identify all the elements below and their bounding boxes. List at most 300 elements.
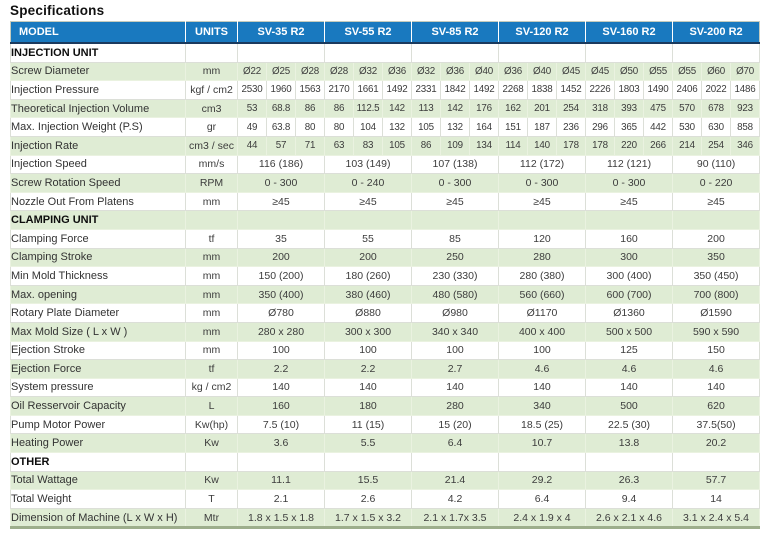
row-label: Screw Rotation Speed	[11, 174, 186, 193]
value-cell: 600 (700)	[586, 285, 673, 304]
table-row	[11, 174, 760, 193]
section-empty-cell	[586, 453, 673, 472]
value-cell: 85	[412, 229, 499, 248]
row-label: Ejection Stroke	[11, 341, 186, 360]
value-cell: 300 x 300	[325, 322, 412, 341]
value-cell: 2.7	[412, 360, 499, 379]
value-cell: 570	[673, 99, 702, 118]
value-cell: 86	[296, 99, 325, 118]
value-cell: 2268	[499, 81, 528, 100]
value-cell: 160	[586, 229, 673, 248]
value-cell: 1452	[557, 81, 586, 100]
section-empty-cell	[325, 43, 412, 62]
row-label: Screw Diameter	[11, 62, 186, 81]
value-cell: Ø32	[354, 62, 383, 81]
model-column-header-6: SV-200 R2	[673, 22, 760, 44]
units-cell: mm	[186, 248, 238, 267]
value-cell: 2170	[325, 81, 354, 100]
value-cell: Ø780	[238, 304, 325, 323]
section-empty-cell	[499, 453, 586, 472]
value-cell: Ø55	[644, 62, 673, 81]
value-cell: Ø70	[731, 62, 760, 81]
value-cell: 18.5 (25)	[499, 415, 586, 434]
value-cell: 220	[615, 136, 644, 155]
value-cell: 187	[528, 118, 557, 137]
units-cell: T	[186, 490, 238, 509]
section-empty-cell	[412, 453, 499, 472]
value-cell: 475	[644, 99, 673, 118]
units-cell: RPM	[186, 174, 238, 193]
value-cell: Ø32	[412, 62, 441, 81]
section-empty-cell	[499, 43, 586, 62]
value-cell: 180 (260)	[325, 267, 412, 286]
value-cell: 630	[702, 118, 731, 137]
value-cell: 29.2	[499, 471, 586, 490]
value-cell: 280 x 280	[238, 322, 325, 341]
value-cell: 2.4 x 1.9 x 4	[499, 508, 586, 528]
value-cell: 340	[499, 397, 586, 416]
value-cell: 83	[354, 136, 383, 155]
value-cell: 254	[557, 99, 586, 118]
value-cell: 254	[702, 136, 731, 155]
table-row	[11, 490, 760, 509]
row-label: Total Weight	[11, 490, 186, 509]
value-cell: 63	[325, 136, 354, 155]
units-cell: gr	[186, 118, 238, 137]
value-cell: 200	[325, 248, 412, 267]
value-cell: 20.2	[673, 434, 760, 453]
row-label: Clamping Stroke	[11, 248, 186, 267]
row-label: Max Mold Size ( L x W )	[11, 322, 186, 341]
value-cell: 0 - 300	[586, 174, 673, 193]
units-cell: mm	[186, 285, 238, 304]
value-cell: 114	[499, 136, 528, 155]
units-cell: kg / cm2	[186, 378, 238, 397]
value-cell: 1842	[441, 81, 470, 100]
value-cell: 14	[673, 490, 760, 509]
value-cell: 142	[441, 99, 470, 118]
table-row	[11, 192, 760, 211]
value-cell: 6.4	[499, 490, 586, 509]
value-cell: Ø28	[296, 62, 325, 81]
value-cell: 200	[238, 248, 325, 267]
value-cell: 1960	[267, 81, 296, 100]
value-cell: 0 - 220	[673, 174, 760, 193]
value-cell: 214	[673, 136, 702, 155]
value-cell: Ø60	[702, 62, 731, 81]
value-cell: 132	[383, 118, 412, 137]
value-cell: 1563	[296, 81, 325, 100]
table-row	[11, 267, 760, 286]
section-empty-cell	[673, 211, 760, 230]
units-cell: mm	[186, 304, 238, 323]
value-cell: 2.6 x 2.1 x 4.6	[586, 508, 673, 528]
row-label: Dimension of Machine (L x W x H)	[11, 508, 186, 528]
value-cell: 346	[731, 136, 760, 155]
value-cell: 0 - 240	[325, 174, 412, 193]
value-cell: 150	[673, 341, 760, 360]
value-cell: 90 (110)	[673, 155, 760, 174]
units-cell: kgf / cm2	[186, 81, 238, 100]
value-cell: 140	[673, 378, 760, 397]
value-cell: 22.5 (30)	[586, 415, 673, 434]
row-label: Rotary Plate Diameter	[11, 304, 186, 323]
units-cell: mm	[186, 322, 238, 341]
section-label: OTHER	[11, 453, 186, 472]
value-cell: 620	[673, 397, 760, 416]
value-cell: 700 (800)	[673, 285, 760, 304]
model-column-header-4: SV-120 R2	[499, 22, 586, 44]
value-cell: 176	[470, 99, 499, 118]
value-cell: 116 (186)	[238, 155, 325, 174]
value-cell: 125	[586, 341, 673, 360]
value-cell: 2.1	[238, 490, 325, 509]
section-empty-cell	[238, 453, 325, 472]
value-cell: Ø45	[557, 62, 586, 81]
value-cell: 4.6	[673, 360, 760, 379]
value-cell: 35	[238, 229, 325, 248]
value-cell: 4.2	[412, 490, 499, 509]
value-cell: 530	[673, 118, 702, 137]
value-cell: 178	[586, 136, 615, 155]
value-cell: 68.8	[267, 99, 296, 118]
table-row	[11, 341, 760, 360]
value-cell: 21.4	[412, 471, 499, 490]
value-cell: Ø980	[412, 304, 499, 323]
value-cell: 480 (580)	[412, 285, 499, 304]
value-cell: 0 - 300	[412, 174, 499, 193]
value-cell: 80	[325, 118, 354, 137]
value-cell: 100	[499, 341, 586, 360]
value-cell: 160	[238, 397, 325, 416]
value-cell: 4.6	[586, 360, 673, 379]
row-label: Pump Motor Power	[11, 415, 186, 434]
value-cell: 442	[644, 118, 673, 137]
units-cell: Kw(hp)	[186, 415, 238, 434]
value-cell: ≥45	[586, 192, 673, 211]
value-cell: 5.5	[325, 434, 412, 453]
value-cell: 49	[238, 118, 267, 137]
value-cell: ≥45	[673, 192, 760, 211]
value-cell: 86	[325, 99, 354, 118]
value-cell: 112.5	[354, 99, 383, 118]
value-cell: 2331	[412, 81, 441, 100]
row-label: System pressure	[11, 378, 186, 397]
value-cell: 280	[412, 397, 499, 416]
value-cell: 11 (15)	[325, 415, 412, 434]
value-cell: 162	[499, 99, 528, 118]
value-cell: 201	[528, 99, 557, 118]
model-column-header-2: SV-55 R2	[325, 22, 412, 44]
table-row	[11, 99, 760, 118]
value-cell: Ø880	[325, 304, 412, 323]
units-cell: mm	[186, 267, 238, 286]
value-cell: 55	[325, 229, 412, 248]
units-cell: mm/s	[186, 155, 238, 174]
section-row	[11, 211, 760, 230]
value-cell: ≥45	[499, 192, 586, 211]
value-cell: 7.5 (10)	[238, 415, 325, 434]
value-cell: 57.7	[673, 471, 760, 490]
section-empty-cell	[412, 211, 499, 230]
value-cell: 4.6	[499, 360, 586, 379]
value-cell: 151	[499, 118, 528, 137]
units-cell: Kw	[186, 434, 238, 453]
table-row	[11, 136, 760, 155]
table-row	[11, 508, 760, 528]
section-empty-cell	[499, 211, 586, 230]
spec-table	[10, 21, 760, 529]
section-empty-cell	[586, 43, 673, 62]
row-label: Theoretical Injection Volume	[11, 99, 186, 118]
row-label: Clamping Force	[11, 229, 186, 248]
units-cell: mm	[186, 341, 238, 360]
value-cell: 280 (380)	[499, 267, 586, 286]
row-label: Heating Power	[11, 434, 186, 453]
value-cell: 280	[499, 248, 586, 267]
value-cell: 44	[238, 136, 267, 155]
value-cell: 365	[615, 118, 644, 137]
value-cell: 300 (400)	[586, 267, 673, 286]
value-cell: 80	[296, 118, 325, 137]
value-cell: 105	[412, 118, 441, 137]
value-cell: 2226	[586, 81, 615, 100]
value-cell: 1.7 x 1.5 x 3.2	[325, 508, 412, 528]
table-row	[11, 248, 760, 267]
row-label: Nozzle Out From Platens	[11, 192, 186, 211]
value-cell: 300	[586, 248, 673, 267]
value-cell: 26.3	[586, 471, 673, 490]
value-cell: 1492	[470, 81, 499, 100]
value-cell: Ø36	[441, 62, 470, 81]
value-cell: 678	[702, 99, 731, 118]
value-cell: 400 x 400	[499, 322, 586, 341]
value-cell: 15.5	[325, 471, 412, 490]
section-units-cell	[186, 43, 238, 62]
value-cell: 100	[325, 341, 412, 360]
units-cell: mm	[186, 62, 238, 81]
value-cell: 103 (149)	[325, 155, 412, 174]
table-row	[11, 322, 760, 341]
value-cell: 104	[354, 118, 383, 137]
units-cell: Kw	[186, 471, 238, 490]
value-cell: 142	[383, 99, 412, 118]
value-cell: 236	[557, 118, 586, 137]
model-header: MODEL	[11, 22, 186, 44]
section-empty-cell	[238, 211, 325, 230]
value-cell: 140	[325, 378, 412, 397]
value-cell: 340 x 340	[412, 322, 499, 341]
value-cell: 178	[557, 136, 586, 155]
row-label: Max. opening	[11, 285, 186, 304]
section-empty-cell	[673, 453, 760, 472]
units-cell: tf	[186, 229, 238, 248]
value-cell: 9.4	[586, 490, 673, 509]
units-cell: L	[186, 397, 238, 416]
value-cell: Ø40	[528, 62, 557, 81]
table-row	[11, 471, 760, 490]
section-units-cell	[186, 211, 238, 230]
value-cell: Ø1360	[586, 304, 673, 323]
table-row	[11, 285, 760, 304]
value-cell: 296	[586, 118, 615, 137]
value-cell: 112 (121)	[586, 155, 673, 174]
value-cell: 107 (138)	[412, 155, 499, 174]
value-cell: 140	[412, 378, 499, 397]
value-cell: 10.7	[499, 434, 586, 453]
section-empty-cell	[238, 43, 325, 62]
value-cell: 2.2	[325, 360, 412, 379]
value-cell: Ø22	[238, 62, 267, 81]
row-label: Injection Rate	[11, 136, 186, 155]
value-cell: ≥45	[412, 192, 499, 211]
row-label: Injection Speed	[11, 155, 186, 174]
value-cell: Ø1590	[673, 304, 760, 323]
value-cell: 71	[296, 136, 325, 155]
table-header	[11, 22, 760, 44]
units-cell: cm3 / sec	[186, 136, 238, 155]
units-cell: tf	[186, 360, 238, 379]
value-cell: 1490	[644, 81, 673, 100]
table-row	[11, 397, 760, 416]
value-cell: 109	[441, 136, 470, 155]
row-label: Ejection Force	[11, 360, 186, 379]
row-label: Max. Injection Weight (P.S)	[11, 118, 186, 137]
section-units-cell	[186, 453, 238, 472]
value-cell: 113	[412, 99, 441, 118]
value-cell: 350	[673, 248, 760, 267]
section-label: INJECTION UNIT	[11, 43, 186, 62]
value-cell: 134	[470, 136, 499, 155]
table-row	[11, 62, 760, 81]
units-cell: cm3	[186, 99, 238, 118]
value-cell: Ø55	[673, 62, 702, 81]
value-cell: 120	[499, 229, 586, 248]
value-cell: 1838	[528, 81, 557, 100]
value-cell: 1661	[354, 81, 383, 100]
value-cell: 2.2	[238, 360, 325, 379]
value-cell: 2.6	[325, 490, 412, 509]
value-cell: 923	[731, 99, 760, 118]
section-row	[11, 453, 760, 472]
value-cell: 11.1	[238, 471, 325, 490]
units-header: UNITS	[186, 22, 238, 44]
value-cell: 2530	[238, 81, 267, 100]
row-label: Injection Pressure	[11, 81, 186, 100]
value-cell: 0 - 300	[238, 174, 325, 193]
value-cell: 13.8	[586, 434, 673, 453]
value-cell: 3.6	[238, 434, 325, 453]
value-cell: 15 (20)	[412, 415, 499, 434]
section-empty-cell	[325, 211, 412, 230]
value-cell: 560 (660)	[499, 285, 586, 304]
model-column-header-1: SV-35 R2	[238, 22, 325, 44]
value-cell: 100	[412, 341, 499, 360]
value-cell: Ø25	[267, 62, 296, 81]
value-cell: 380 (460)	[325, 285, 412, 304]
section-empty-cell	[586, 211, 673, 230]
value-cell: 112 (172)	[499, 155, 586, 174]
value-cell: Ø36	[499, 62, 528, 81]
table-row	[11, 304, 760, 323]
table-row	[11, 229, 760, 248]
value-cell: 164	[470, 118, 499, 137]
value-cell: 53	[238, 99, 267, 118]
section-empty-cell	[673, 43, 760, 62]
section-label: CLAMPING UNIT	[11, 211, 186, 230]
value-cell: 500	[586, 397, 673, 416]
value-cell: 350 (400)	[238, 285, 325, 304]
value-cell: 590 x 590	[673, 322, 760, 341]
value-cell: Ø36	[383, 62, 412, 81]
units-cell: Mtr	[186, 508, 238, 528]
value-cell: 3.1 x 2.4 x 5.4	[673, 508, 760, 528]
row-label: Oil Resservoir Capacity	[11, 397, 186, 416]
value-cell: 318	[586, 99, 615, 118]
value-cell: 86	[412, 136, 441, 155]
page-title: Specifications	[10, 3, 105, 18]
row-label: Total Wattage	[11, 471, 186, 490]
value-cell: 6.4	[412, 434, 499, 453]
value-cell: Ø40	[470, 62, 499, 81]
value-cell: 2.1 x 1.7x 3.5	[412, 508, 499, 528]
value-cell: Ø50	[615, 62, 644, 81]
table-row	[11, 81, 760, 100]
value-cell: 2022	[702, 81, 731, 100]
table-row	[11, 360, 760, 379]
value-cell: 150 (200)	[238, 267, 325, 286]
table-row	[11, 118, 760, 137]
value-cell: 57	[267, 136, 296, 155]
value-cell: 1486	[731, 81, 760, 100]
value-cell: 140	[528, 136, 557, 155]
value-cell: 1492	[383, 81, 412, 100]
value-cell: 180	[325, 397, 412, 416]
value-cell: 140	[586, 378, 673, 397]
value-cell: 140	[238, 378, 325, 397]
value-cell: 132	[441, 118, 470, 137]
model-column-header-3: SV-85 R2	[412, 22, 499, 44]
value-cell: ≥45	[238, 192, 325, 211]
value-cell: 140	[499, 378, 586, 397]
units-cell: mm	[186, 192, 238, 211]
value-cell: 1803	[615, 81, 644, 100]
table-row	[11, 415, 760, 434]
value-cell: 250	[412, 248, 499, 267]
value-cell: ≥45	[325, 192, 412, 211]
value-cell: 350 (450)	[673, 267, 760, 286]
table-row	[11, 378, 760, 397]
value-cell: 2406	[673, 81, 702, 100]
model-column-header-5: SV-160 R2	[586, 22, 673, 44]
value-cell: 37.5(50)	[673, 415, 760, 434]
value-cell: 858	[731, 118, 760, 137]
value-cell: 393	[615, 99, 644, 118]
table-body	[11, 43, 760, 528]
table-row	[11, 155, 760, 174]
table-row	[11, 434, 760, 453]
value-cell: Ø1170	[499, 304, 586, 323]
value-cell: 500 x 500	[586, 322, 673, 341]
section-empty-cell	[325, 453, 412, 472]
value-cell: 200	[673, 229, 760, 248]
value-cell: 100	[238, 341, 325, 360]
value-cell: 230 (330)	[412, 267, 499, 286]
value-cell: Ø45	[586, 62, 615, 81]
section-empty-cell	[412, 43, 499, 62]
row-label: Min Mold Thickness	[11, 267, 186, 286]
header-row	[11, 22, 760, 44]
